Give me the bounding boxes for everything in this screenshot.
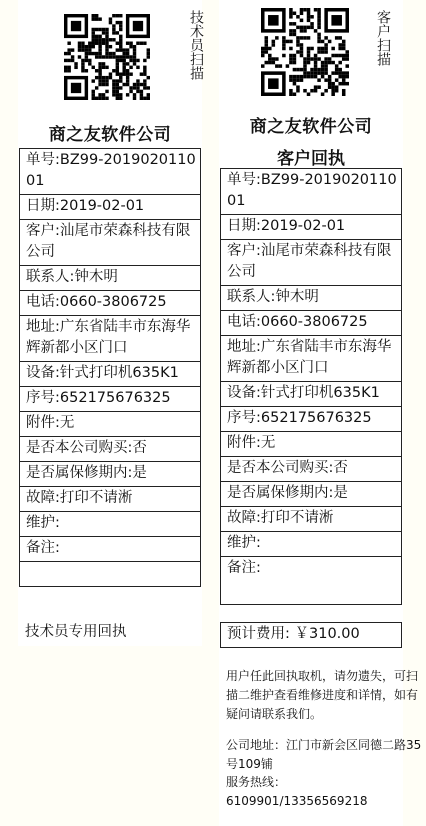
field-label: 是否属保修期内: [227, 485, 334, 501]
field-value: 广东省陆丰市东海华辉新都小区门口 [26, 319, 191, 356]
field-label: 故障: [227, 510, 261, 526]
field-label: 联系人: [227, 289, 276, 305]
field-label: 地址: [26, 319, 60, 335]
field-value: 是 [333, 485, 348, 501]
field-label: 单号: [26, 152, 60, 168]
form-row [221, 311, 402, 336]
field-label: 日期: [26, 198, 60, 214]
company-name: 商之友软件公司 [48, 125, 172, 145]
technician-receipt [18, 0, 202, 646]
form-row [20, 437, 201, 462]
field-label: 维护: [26, 515, 60, 531]
form-row [221, 215, 402, 240]
receipt-subtitle: 客户回执 [277, 149, 345, 169]
field-label: 电话: [26, 294, 60, 310]
field-value: 0660-3806725 [260, 314, 368, 330]
blank-row [20, 562, 201, 587]
customer-notice: 用户任此回执取机，请勿遗失，可扫描二维护查看维修进度和详情，如有疑问请联系我们。 [226, 669, 419, 721]
field-label: 日期: [227, 218, 261, 234]
field-label: 附件: [227, 435, 261, 451]
field-label: 电话: [227, 314, 261, 330]
field-value: 2019-02-01 [59, 198, 145, 214]
field-label: 是否本公司购买: [26, 440, 133, 456]
field-value: 钟木明 [275, 289, 319, 305]
fee-label: 预计费用: [227, 626, 290, 642]
field-label: 地址: [227, 339, 261, 355]
field-label: 单号: [227, 172, 261, 188]
field-value: 652175676325 [260, 410, 372, 426]
form-row [20, 537, 201, 562]
form-row [20, 462, 201, 487]
field-value: 针式打印机635K1 [59, 365, 179, 381]
technician-scan-label: 技术员扫描 [188, 10, 204, 80]
form-row [221, 240, 402, 286]
field-value: 广东省陆丰市东海华辉新都小区门口 [227, 339, 392, 376]
technician-receipt-footer: 技术员专用回执 [25, 624, 127, 640]
qr-code-customer [261, 8, 349, 96]
service-hotline-label: 服务热线： [226, 775, 287, 789]
field-label: 设备: [26, 365, 60, 381]
form-row [221, 382, 402, 407]
field-value: 汕尾市荣森科技有限公司 [227, 243, 392, 280]
field-value: BZ99-201902011001 [227, 172, 397, 209]
form-row [221, 457, 402, 482]
field-label: 客户: [227, 243, 261, 259]
form-row [221, 532, 402, 557]
field-value: 否 [333, 460, 348, 476]
form-row [20, 487, 201, 512]
field-label: 附件: [26, 415, 60, 431]
field-value: 无 [260, 435, 276, 451]
form-row [221, 482, 402, 507]
form-row [20, 195, 201, 220]
field-value: 无 [59, 415, 75, 431]
customer-receipt [219, 0, 422, 826]
technician-form-table [19, 148, 201, 587]
field-value: 2019-02-01 [260, 218, 346, 234]
field-value: 0660-3806725 [59, 294, 167, 310]
form-row [20, 316, 201, 362]
form-row [20, 412, 201, 437]
field-value: 是 [132, 465, 147, 481]
field-label: 是否属保修期内: [26, 465, 133, 481]
company-address: 公司地址：江门市新会区同德二路35号109铺 [226, 738, 422, 771]
form-row [221, 286, 402, 311]
form-row [20, 512, 201, 537]
field-label: 序号: [26, 390, 60, 406]
customer-form-table [220, 168, 402, 605]
field-label: 客户: [26, 223, 60, 239]
company-name: 商之友软件公司 [249, 117, 373, 137]
field-value: 汕尾市荣森科技有限公司 [26, 223, 191, 260]
fee-value: ￥310.00 [294, 626, 360, 642]
service-hotline: 6109901/13356569218 [226, 794, 368, 808]
form-row [221, 336, 402, 382]
form-row [20, 220, 201, 266]
field-value: 652175676325 [59, 390, 171, 406]
field-label: 设备: [227, 385, 261, 401]
form-row [221, 557, 402, 605]
field-value: 打印不请淅 [59, 490, 133, 506]
field-label: 备注: [26, 540, 60, 556]
field-value: 钟木明 [74, 269, 118, 285]
field-label: 备注: [227, 560, 261, 576]
qr-code-technician [64, 14, 156, 100]
field-value: BZ99-201902011001 [26, 152, 196, 189]
form-row [20, 291, 201, 316]
field-label: 是否本公司购买: [227, 460, 334, 476]
field-label: 序号: [227, 410, 261, 426]
form-row [20, 266, 201, 291]
form-row [20, 149, 201, 195]
customer-scan-label: 客户扫描 [375, 10, 391, 66]
field-value: 否 [132, 440, 147, 456]
form-row [221, 407, 402, 432]
field-label: 故障: [26, 490, 60, 506]
field-value: 针式打印机635K1 [260, 385, 380, 401]
field-label: 联系人: [26, 269, 75, 285]
form-row [20, 362, 201, 387]
field-value: 打印不请淅 [260, 510, 334, 526]
field-label: 维护: [227, 535, 261, 551]
estimated-fee-row [220, 622, 402, 648]
form-row [221, 432, 402, 457]
form-row [221, 169, 402, 215]
form-row [221, 507, 402, 532]
form-row [20, 387, 201, 412]
